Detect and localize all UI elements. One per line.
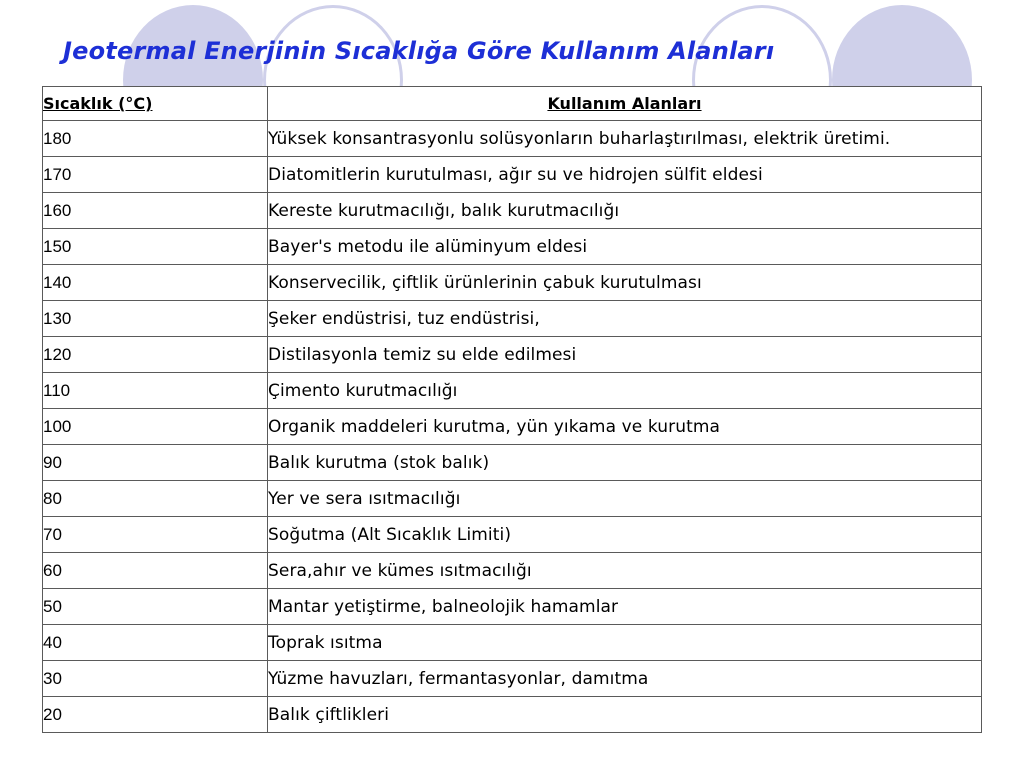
usage-cell: Distilasyonla temiz su elde edilmesi: [268, 337, 982, 373]
temperature-cell: 60: [43, 553, 268, 589]
temperature-cell: 110: [43, 373, 268, 409]
slide-title: Jeotermal Enerjinin Sıcaklığa Göre Kullanım Alanları: [63, 37, 775, 65]
temperature-cell: 170: [43, 157, 268, 193]
table-row: [43, 301, 982, 337]
usage-cell: Yüzme havuzları, fermantasyonlar, damıtma: [268, 661, 982, 697]
usage-cell: Konservecilik, çiftlik ürünlerinin çabuk kurutulması: [268, 265, 982, 301]
table-row: [43, 337, 982, 373]
temperature-cell: 40: [43, 625, 268, 661]
temperature-cell: 70: [43, 517, 268, 553]
temperature-cell: 20: [43, 697, 268, 733]
usage-cell: Yüksek konsantrasyonlu solüsyonların buharlaştırılması, elektrik üretimi.: [268, 121, 982, 157]
temperature-cell: 150: [43, 229, 268, 265]
temperature-cell: 100: [43, 409, 268, 445]
temperature-cell: 30: [43, 661, 268, 697]
usage-cell: Bayer's metodu ile alüminyum eldesi: [268, 229, 982, 265]
table-row: [43, 481, 982, 517]
usage-cell: Şeker endüstrisi, tuz endüstrisi,: [268, 301, 982, 337]
table-row: [43, 193, 982, 229]
header-temperature: Sıcaklık (°C): [43, 87, 268, 121]
table-row: [43, 661, 982, 697]
table-row: [43, 445, 982, 481]
usage-cell: Yer ve sera ısıtmacılığı: [268, 481, 982, 517]
table-row: [43, 229, 982, 265]
usage-cell: Balık kurutma (stok balık): [268, 445, 982, 481]
temperature-cell: 130: [43, 301, 268, 337]
table-row: [43, 373, 982, 409]
usage-cell: Çimento kurutmacılığı: [268, 373, 982, 409]
usage-cell: Diatomitlerin kurutulması, ağır su ve hidrojen sülfit eldesi: [268, 157, 982, 193]
table-body: [43, 121, 982, 733]
usage-cell: Kereste kurutmacılığı, balık kurutmacılığı: [268, 193, 982, 229]
usage-cell: Sera,ahır ve kümes ısıtmacılığı: [268, 553, 982, 589]
usage-cell: Balık çiftlikleri: [268, 697, 982, 733]
table-row: [43, 121, 982, 157]
temperature-cell: 80: [43, 481, 268, 517]
usage-cell: Organik maddeleri kurutma, yün yıkama ve kurutma: [268, 409, 982, 445]
temperature-cell: 180: [43, 121, 268, 157]
temperature-cell: 120: [43, 337, 268, 373]
header-usage: Kullanım Alanları: [268, 87, 982, 121]
usage-cell: Soğutma (Alt Sıcaklık Limiti): [268, 517, 982, 553]
usage-cell: Toprak ısıtma: [268, 625, 982, 661]
temperature-cell: 140: [43, 265, 268, 301]
table-row: [43, 625, 982, 661]
table-row: [43, 265, 982, 301]
table-row: [43, 409, 982, 445]
temperature-cell: 90: [43, 445, 268, 481]
temperature-cell: 50: [43, 589, 268, 625]
table-row: [43, 553, 982, 589]
usage-table: [42, 86, 982, 733]
table-row: [43, 697, 982, 733]
usage-cell: Mantar yetiştirme, balneolojik hamamlar: [268, 589, 982, 625]
table-row: [43, 517, 982, 553]
table-row: [43, 157, 982, 193]
table-row: [43, 589, 982, 625]
table-header-row: [43, 87, 982, 121]
temperature-cell: 160: [43, 193, 268, 229]
